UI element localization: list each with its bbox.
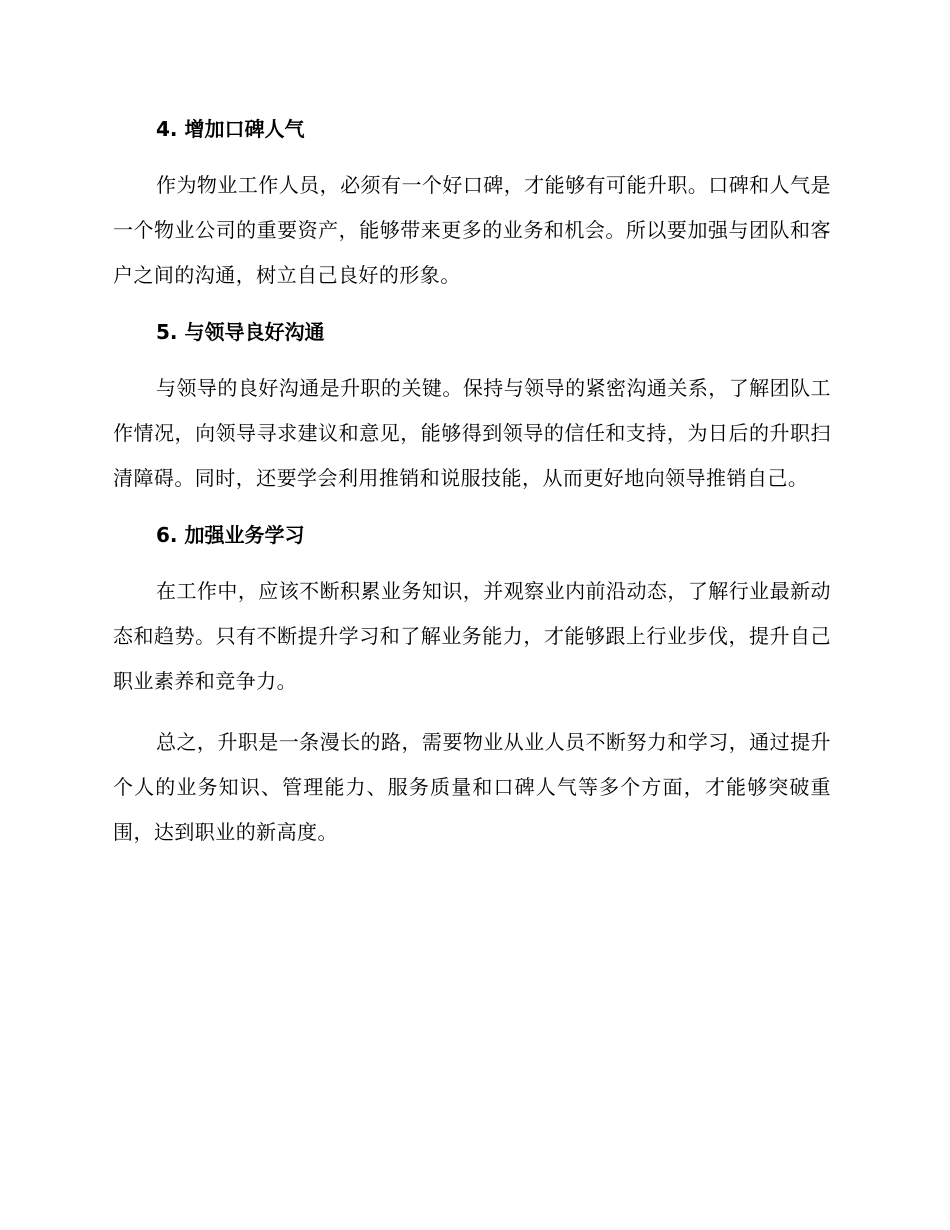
section-paragraph-4: 作为物业工作人员，必须有一个好口碑，才能够有可能升职。口碑和人气是一个物业公司的重要资产，能够带来更多的业务和机会。所以要加强与团队和客户之间的沟通，树立自己良好的形象。	[113, 173, 831, 287]
section-heading-5: 5. 与领导良好沟通	[156, 320, 325, 344]
section-heading-6: 6. 加强业务学习	[156, 523, 305, 547]
conclusion-paragraph: 总之，升职是一条漫长的路，需要物业从业人员不断努力和学习，通过提升个人的业务知识、管理能力、服务质量和口碑人气等多个方面，才能够突破重围，达到职业的新高度。	[113, 730, 831, 844]
section-paragraph-5: 与领导的良好沟通是升职的关键。保持与领导的紧密沟通关系，了解团队工作情况，向领导寻求建议和意见，能够得到领导的信任和支持，为日后的升职扫清障碍。同时，还要学会利用推销和说服技能，从而更好地向领导推销自己。	[113, 376, 831, 490]
document-body	[113, 111, 831, 855]
section-paragraph-6: 在工作中，应该不断积累业务知识，并观察业内前沿动态，了解行业最新动态和趋势。只有不断提升学习和了解业务能力，才能够跟上行业步伐，提升自己职业素养和竞争力。	[113, 579, 831, 693]
section-heading-4: 4. 增加口碑人气	[156, 117, 305, 141]
